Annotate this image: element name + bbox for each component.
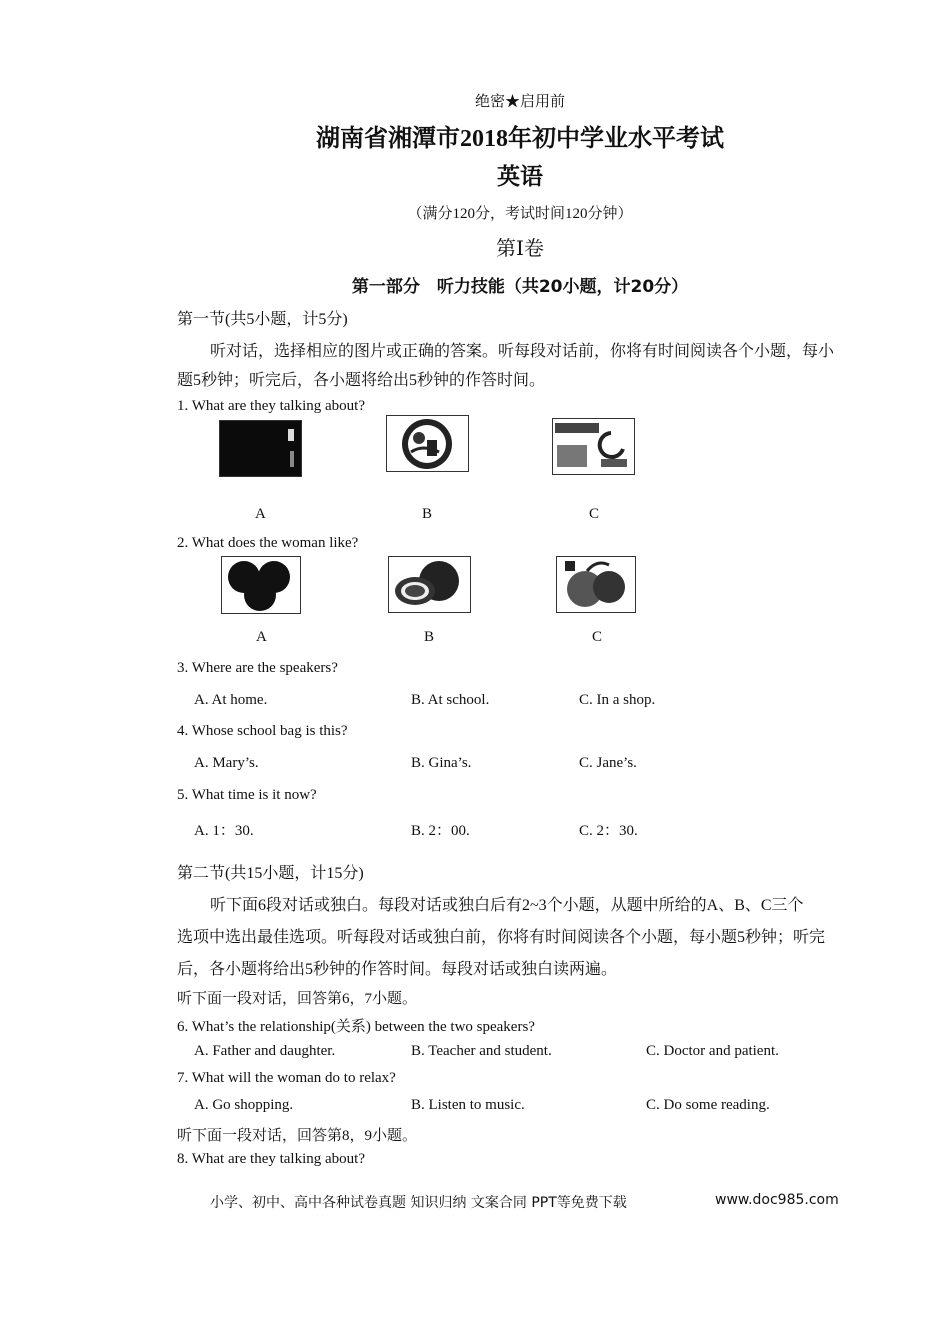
- q1-option-c: C: [589, 506, 600, 522]
- q2-image-b: [388, 556, 471, 613]
- q7-option-a: A. Go shopping.: [194, 1097, 294, 1113]
- q6-option-c: C. Doctor and patient.: [646, 1043, 779, 1059]
- footer-text: 小学、初中、高中各种试卷真题 知识归纳 文案合同 PPT等免费下载: [210, 1195, 627, 1211]
- q6-option-b: B. Teacher and student.: [411, 1043, 552, 1059]
- q4-option-a: A. Mary’s.: [194, 755, 259, 771]
- q2-image-a-icon: [222, 557, 300, 613]
- section1-heading: 第一节(共5小题，计5分): [177, 311, 348, 328]
- section2-instructions-3: 后，各小题将给出5秒钟的作答时间。每段对话或独白读两遍。: [177, 961, 618, 978]
- q1-image-c-icon: [553, 419, 634, 474]
- part1-heading: 第一部分 听力技能（共20小题，计20分）: [351, 277, 689, 297]
- q5-option-a: A. 1：30.: [194, 823, 254, 839]
- q1-option-b: B: [422, 506, 433, 522]
- q3-option-c: C. In a shop.: [579, 692, 656, 708]
- q2-image-c-icon: [557, 557, 635, 612]
- section1-instructions-2: 题5秒钟；听完后，各小题将给出5秒钟的作答时间。: [177, 372, 546, 389]
- question-8: 8. What are they talking about?: [177, 1151, 365, 1167]
- question-2: 2. What does the woman like?: [177, 535, 359, 551]
- section2-instructions-2: 选项中选出最佳选项。听每段对话或独白前，你将有时间阅读各个小题，每小题5秒钟；听完: [177, 929, 826, 946]
- secret-label: 绝密★启用前: [474, 94, 565, 110]
- question-3: 3. Where are the speakers?: [177, 660, 338, 676]
- question-6: 6. What’s the relationship(关系) between the two speakers?: [177, 1019, 535, 1035]
- subject-title: 英语: [497, 164, 543, 189]
- q4-option-c: C. Jane’s.: [579, 755, 637, 771]
- q7-option-c: C. Do some reading.: [646, 1097, 770, 1113]
- q7-option-b: B. Listen to music.: [411, 1097, 525, 1113]
- section2-heading: 第二节(共15小题，计15分): [177, 865, 364, 882]
- q4-option-b: B. Gina’s.: [411, 755, 472, 771]
- question-7: 7. What will the woman do to relax?: [177, 1070, 396, 1086]
- exam-title: 湖南省湘潭市2018年初中学业水平考试: [316, 126, 724, 152]
- q2-option-a: A: [256, 629, 267, 645]
- dialog2-intro: 听下面一段对话，回答第8，9小题。: [177, 1128, 418, 1144]
- question-1: 1. What are they talking about?: [177, 398, 365, 414]
- q1-image-a: [219, 420, 302, 477]
- q2-image-b-icon: [389, 557, 470, 612]
- q1-image-b-icon: [387, 416, 468, 471]
- score-note: （满分120分，考试时间120分钟）: [407, 206, 633, 222]
- question-5: 5. What time is it now?: [177, 787, 317, 803]
- q2-image-a: [221, 556, 301, 614]
- q1-image-b: [386, 415, 469, 472]
- footer-link[interactable]: www.doc985.com: [715, 1192, 839, 1208]
- q1-image-a-icon: [220, 421, 301, 476]
- q5-option-b: B. 2：00.: [411, 823, 470, 839]
- q3-option-a: A. At home.: [194, 692, 268, 708]
- q5-option-c: C. 2：30.: [579, 823, 638, 839]
- q1-option-a: A: [255, 506, 266, 522]
- q2-option-c: C: [592, 629, 603, 645]
- q1-image-c: [552, 418, 635, 475]
- q3-option-b: B. At school.: [411, 692, 490, 708]
- q2-option-b: B: [424, 629, 435, 645]
- question-4: 4. Whose school bag is this?: [177, 723, 348, 739]
- section1-instructions-1: 听对话，选择相应的图片或正确的答案。听每段对话前，你将有时间阅读各个小题，每小: [210, 343, 835, 360]
- dialog1-intro: 听下面一段对话，回答第6，7小题。: [177, 991, 418, 1007]
- section2-instructions-1: 听下面6段对话或独白。每段对话或独白后有2~3个小题，从题中所给的A、B、C三个: [210, 897, 804, 914]
- q6-option-a: A. Father and daughter.: [194, 1043, 336, 1059]
- q2-image-c: [556, 556, 636, 613]
- volume-title: 第Ⅰ卷: [496, 238, 544, 260]
